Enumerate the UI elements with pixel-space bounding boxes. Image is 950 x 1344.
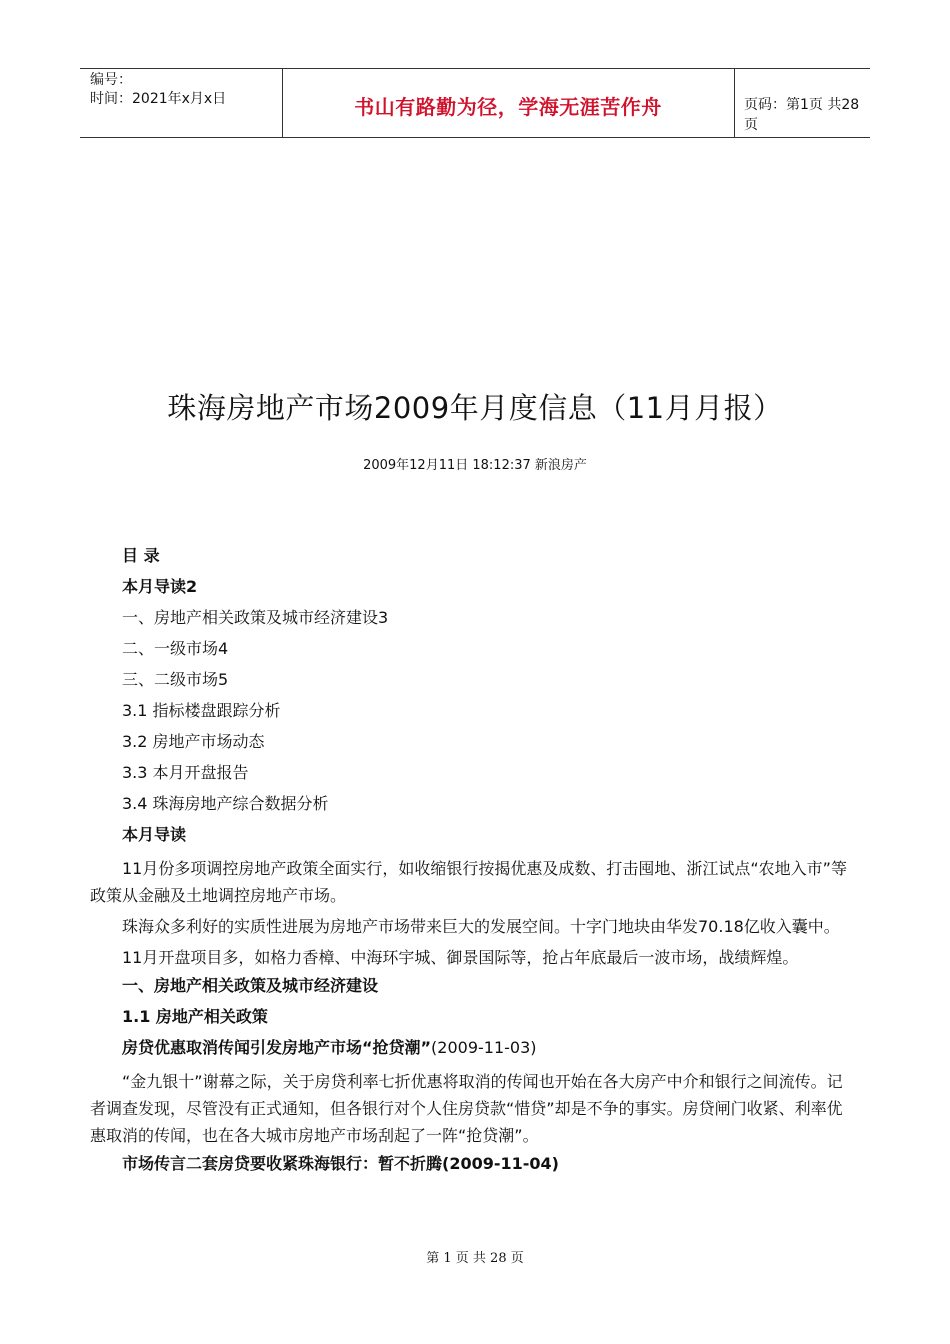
number-label: 编号： <box>90 72 132 88</box>
header-motto-cell <box>282 69 735 137</box>
section-heading: 一、房地产相关政策及城市经济建设 <box>122 976 379 995</box>
toc-heading: 目 录 <box>122 546 160 565</box>
intro-paragraph: 11月份多项调控房地产政策全面实行，如收缩银行按揭优惠及成数、打击囤地、浙江试点“农地入市”等政策从金融及土地调控房地产市场。 <box>90 859 847 905</box>
document-body <box>90 545 857 1184</box>
page-footer: 第 1 页 共 28 页 <box>426 1251 524 1266</box>
toc-item: 3.3 本月开盘报告 <box>122 763 249 782</box>
toc-item: 一、房地产相关政策及城市经济建设3 <box>122 608 389 627</box>
toc-item: 二、一级市场4 <box>122 639 229 658</box>
header-table <box>80 68 870 138</box>
header-page-cell <box>735 69 870 137</box>
news-date: (2009-11-03) <box>431 1038 537 1057</box>
news-body: “金九银十”谢幕之际，关于房贷利率七折优惠将取消的传闻也开始在各大房产中介和银行之间流传。记者调查发现，尽管没有正式通知，但各银行对个人住房贷款“惜贷”却是不争的事实。房贷闸门收紧、利率优惠取消的传闻，也在各大城市房地产市场刮起了一阵“抢贷潮”。 <box>90 1072 843 1145</box>
intro-paragraph: 11月开盘项目多，如格力香樟、中海环宇城、御景国际等，抢占年底最后一波市场，战绩辉煌。 <box>122 948 799 967</box>
news-title <box>122 1153 857 1184</box>
toc-item: 本月导读2 <box>122 577 198 596</box>
news-title-text: 市场传言二套房贷要收紧珠海银行：暂不折腾 <box>122 1154 443 1173</box>
time-label: 时间：2021年x月x日 <box>90 91 227 107</box>
toc-item: 3.1 指标楼盘跟踪分析 <box>122 701 281 720</box>
document-subtitle: 2009年12月11日 18:12:37 新浪房产 <box>363 458 587 473</box>
news-title-text: 房贷优惠取消传闻引发房地产市场“抢贷潮” <box>122 1038 432 1057</box>
page-info: 页码：第1页 共28页 <box>744 97 860 133</box>
header-info-cell <box>80 69 283 137</box>
document-title: 珠海房地产市场2009年月度信息（11月月报） <box>167 391 783 425</box>
toc-item: 3.4 珠海房地产综合数据分析 <box>122 794 329 813</box>
news-title <box>122 1037 857 1068</box>
toc-item: 三、二级市场5 <box>122 670 229 689</box>
news-date: (2009-11-04) <box>442 1154 559 1173</box>
toc-item: 3.2 房地产市场动态 <box>122 732 265 751</box>
subsection-heading: 1.1 房地产相关政策 <box>122 1007 268 1026</box>
motto: 书山有路勤为径，学海无涯苦作舟 <box>354 95 662 119</box>
intro-heading: 本月导读 <box>122 825 187 844</box>
intro-paragraph: 珠海众多利好的实质性进展为房地产市场带来巨大的发展空间。十字门地块由华发70.18亿收入囊中。 <box>122 917 840 936</box>
